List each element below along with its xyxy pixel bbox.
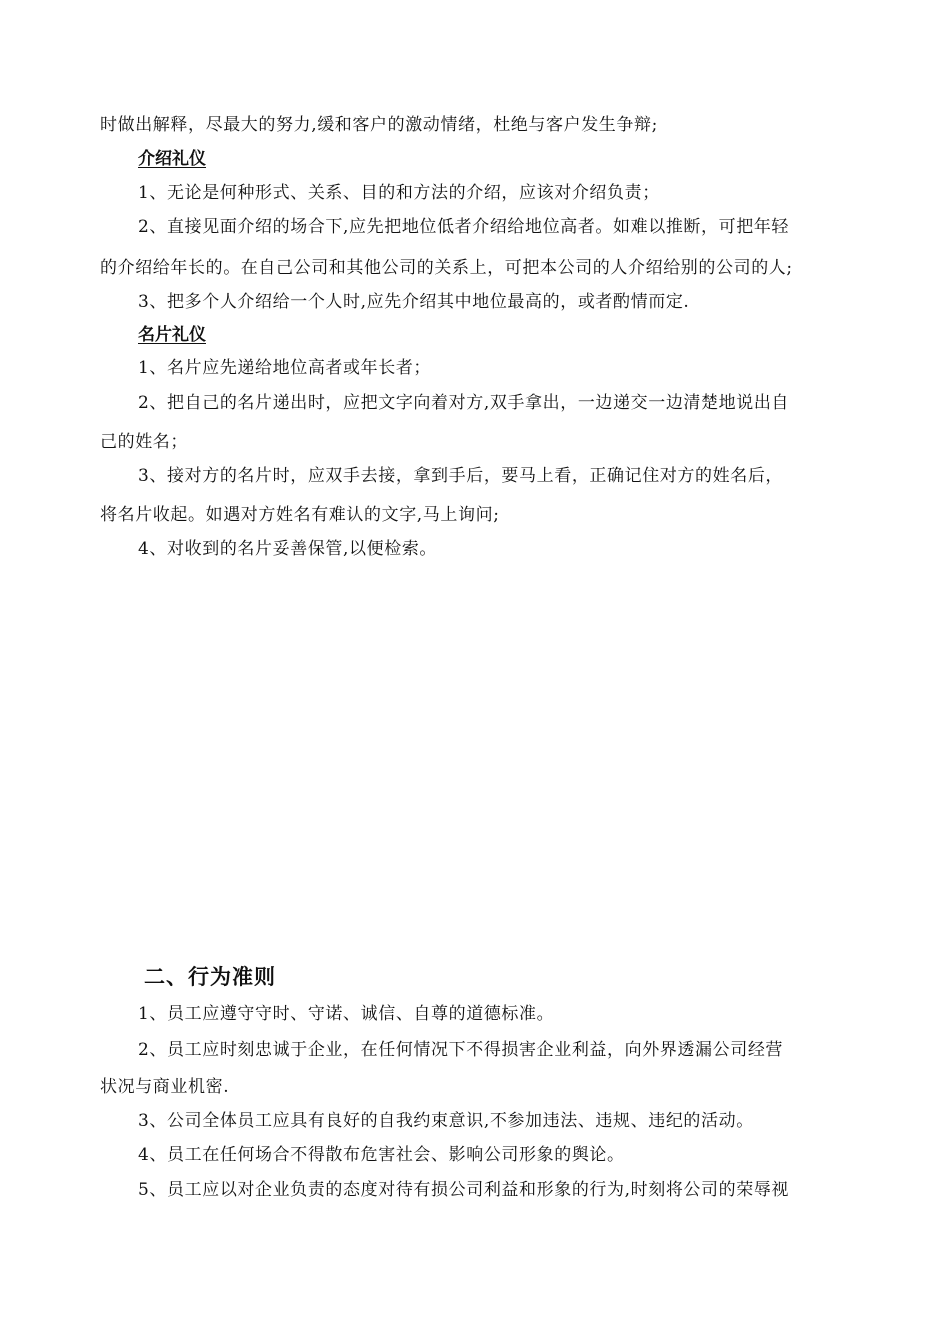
intro-item-3: 3、把多个人介绍给一个人时,应先介绍其中地位最高的，或者酌情而定. <box>138 292 690 312</box>
conduct-item-2-line-1: 2、员工应时刻忠诚于企业，在任何情况下不得损害企业利益，向外界透漏公司经营 <box>138 1040 784 1060</box>
continuation-line: 时做出解释，尽最大的努力,缓和客户的激动情绪，杜绝与客户发生争辩; <box>100 115 658 135</box>
conduct-item-2-line-2: 状况与商业机密. <box>100 1077 230 1097</box>
conduct-section-title: 二、行为准则 <box>144 964 276 989</box>
intro-item-2-line-1: 2、直接见面介绍的场合下,应先把地位低者介绍给地位高者。如难以推断，可把年轻 <box>138 217 790 237</box>
intro-item-2-line-2: 的介绍给年长的。在自己公司和其他公司的关系上，可把本公司的人介绍给别的公司的人; <box>100 258 793 278</box>
card-etiquette-heading: 名片礼仪 <box>138 325 206 345</box>
conduct-item-5: 5、员工应以对企业负责的态度对待有损公司利益和形象的行为,时刻将公司的荣辱视 <box>138 1180 790 1200</box>
card-item-1: 1、名片应先递给地位高者或年长者； <box>138 358 432 378</box>
card-item-4: 4、对收到的名片妥善保管,以便检索。 <box>138 539 438 559</box>
conduct-item-3: 3、公司全体员工应具有良好的自我约束意识,不参加违法、违规、违纪的活动。 <box>138 1111 754 1131</box>
card-item-2-line-1: 2、把自己的名片递出时，应把文字向着对方,双手拿出，一边递交一边清楚地说出自 <box>138 393 790 413</box>
card-item-2-line-2: 己的姓名； <box>100 432 188 452</box>
conduct-item-4: 4、员工在任何场合不得散布危害社会、影响公司形象的舆论。 <box>138 1145 625 1165</box>
intro-item-1: 1、无论是何种形式、关系、目的和方法的介绍，应该对介绍负责； <box>138 183 660 203</box>
intro-etiquette-heading: 介绍礼仪 <box>138 149 206 169</box>
card-item-3-line-1: 3、接对方的名片时，应双手去接，拿到手后，要马上看，正确记住对方的姓名后， <box>138 466 784 486</box>
card-item-3-line-2: 将名片收起。如遇对方姓名有难认的文字,马上询问; <box>100 505 500 525</box>
conduct-item-1: 1、员工应遵守守时、守诺、诚信、自尊的道德标准。 <box>138 1004 555 1024</box>
